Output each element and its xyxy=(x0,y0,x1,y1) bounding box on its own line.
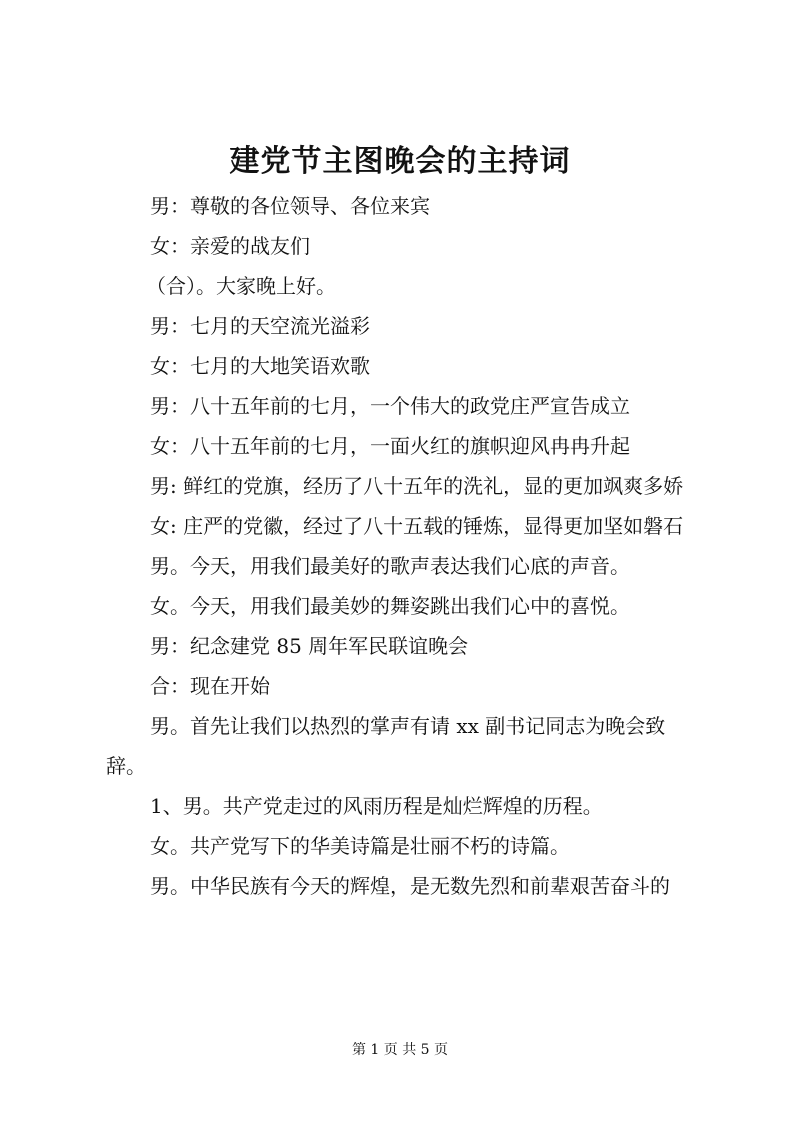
paragraph: 男: 鲜红的党旗，经历了八十五年的洗礼，显的更加飒爽多娇 xyxy=(150,474,684,498)
paragraph: 女：七月的大地笑语欢歌 xyxy=(150,354,370,378)
paragraph: 女。今天，用我们最美妙的舞姿跳出我们心中的喜悦。 xyxy=(150,594,630,618)
paragraph: 男。今天，用我们最美好的歌声表达我们心底的声音。 xyxy=(150,554,630,578)
paragraph: 男：尊敬的各位领导、各位来宾 xyxy=(150,194,430,218)
document-title: 建党节主图晚会的主持词 xyxy=(229,144,571,179)
paragraph: 女：八十五年前的七月，一面火红的旗帜迎风冉冉升起 xyxy=(150,434,630,458)
paragraph: 男：七月的天空流光溢彩 xyxy=(150,314,370,338)
paragraph: 合：现在开始 xyxy=(150,674,270,698)
paragraph: 男。首先让我们以热烈的掌声有请 xx 副书记同志为晚会致辞。 xyxy=(106,714,666,778)
paragraph: 1、男。共产党走过的风雨历程是灿烂辉煌的历程。 xyxy=(150,794,603,818)
paragraph: 女: 庄严的党徽，经过了八十五载的锤炼，显得更加坚如磐石 xyxy=(150,514,684,538)
paragraph: 女：亲爱的战友们 xyxy=(150,234,310,258)
paragraph: 男：八十五年前的七月，一个伟大的政党庄严宣告成立 xyxy=(150,394,630,418)
paragraph: （合）。大家晚上好。 xyxy=(146,274,336,298)
document-body xyxy=(106,186,702,906)
paragraph: 男。中华民族有今天的辉煌，是无数先烈和前辈艰苦奋斗的 xyxy=(150,874,670,898)
paragraph: 男：纪念建党 85 周年军民联谊晚会 xyxy=(150,634,469,658)
paragraph: 女。共产党写下的华美诗篇是壮丽不朽的诗篇。 xyxy=(150,834,570,858)
page-footer: 第 1 页 共 5 页 xyxy=(351,1042,449,1058)
